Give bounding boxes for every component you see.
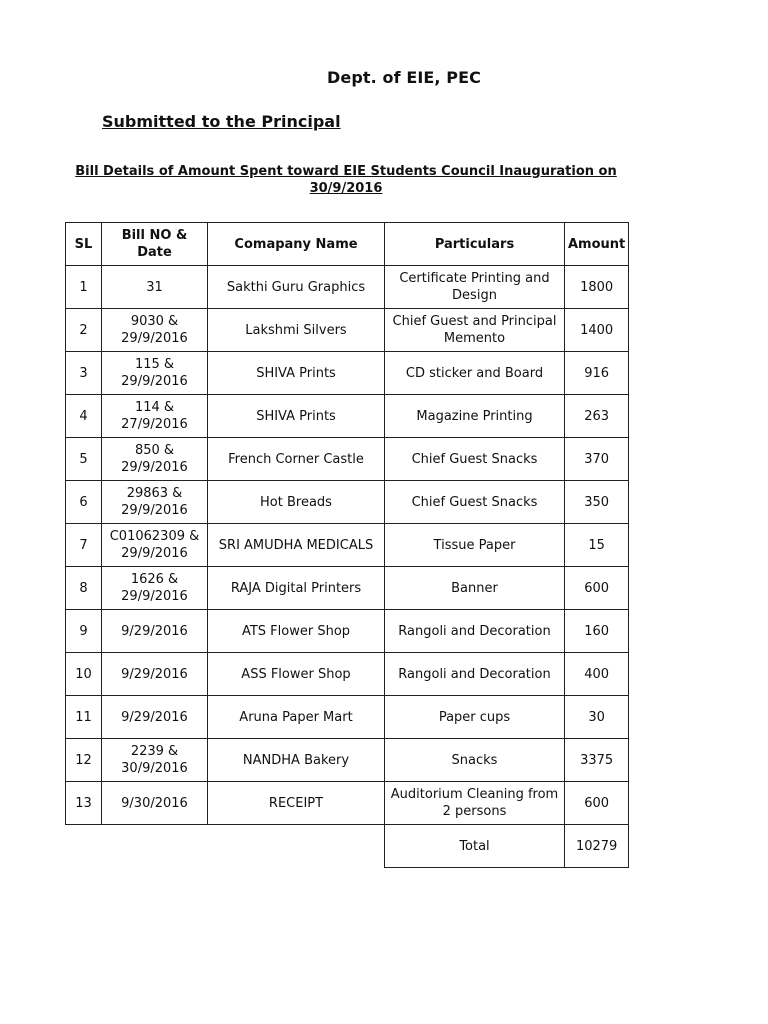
cell-bill-no-date: 1626 & 29/9/2016: [102, 567, 208, 610]
cell-bill-no-date: 850 & 29/9/2016: [102, 438, 208, 481]
table-header-row: [66, 223, 629, 266]
cell-sl: 11: [66, 696, 102, 739]
cell-bill-no-date: C01062309 & 29/9/2016: [102, 524, 208, 567]
cell-bill-no-date: 9/30/2016: [102, 782, 208, 825]
cell-particulars: Chief Guest Snacks: [385, 438, 565, 481]
submitted-to-heading: Submitted to the Principal: [102, 112, 341, 131]
cell-sl: 12: [66, 739, 102, 782]
cell-amount: 263: [565, 395, 629, 438]
cell-sl: 6: [66, 481, 102, 524]
cell-company-name: Hot Breads: [208, 481, 385, 524]
cell-amount: 30: [565, 696, 629, 739]
cell-particulars: Magazine Printing: [385, 395, 565, 438]
cell-sl: 8: [66, 567, 102, 610]
cell-amount: 15: [565, 524, 629, 567]
cell-sl: 4: [66, 395, 102, 438]
cell-sl: 9: [66, 610, 102, 653]
cell-particulars: Auditorium Cleaning from 2 persons: [385, 782, 565, 825]
total-row: [66, 825, 629, 868]
cell-amount: 1800: [565, 266, 629, 309]
cell-bill-no-date: 9030 & 29/9/2016: [102, 309, 208, 352]
cell-particulars: Chief Guest and Principal Memento: [385, 309, 565, 352]
table-row: [66, 567, 629, 610]
cell-particulars: Rangoli and Decoration: [385, 653, 565, 696]
table-row: [66, 739, 629, 782]
cell-bill-no-date: 29863 & 29/9/2016: [102, 481, 208, 524]
cell-sl: 5: [66, 438, 102, 481]
cell-amount: 1400: [565, 309, 629, 352]
total-row-spacer: [66, 825, 385, 868]
table-row: [66, 266, 629, 309]
cell-company-name: French Corner Castle: [208, 438, 385, 481]
bill-details-table: [65, 222, 629, 868]
cell-amount: 916: [565, 352, 629, 395]
table-row: [66, 395, 629, 438]
cell-sl: 2: [66, 309, 102, 352]
cell-particulars: Snacks: [385, 739, 565, 782]
cell-sl: 1: [66, 266, 102, 309]
cell-amount: 160: [565, 610, 629, 653]
cell-amount: 370: [565, 438, 629, 481]
cell-company-name: Sakthi Guru Graphics: [208, 266, 385, 309]
cell-sl: 3: [66, 352, 102, 395]
cell-particulars: Chief Guest Snacks: [385, 481, 565, 524]
cell-particulars: Paper cups: [385, 696, 565, 739]
cell-bill-no-date: 9/29/2016: [102, 610, 208, 653]
total-value: 10279: [565, 825, 629, 868]
cell-company-name: Lakshmi Silvers: [208, 309, 385, 352]
column-header-particulars: Particulars: [385, 223, 565, 266]
cell-amount: 3375: [565, 739, 629, 782]
cell-bill-no-date: 115 & 29/9/2016: [102, 352, 208, 395]
cell-company-name: SHIVA Prints: [208, 352, 385, 395]
table-row: [66, 481, 629, 524]
table-row: [66, 309, 629, 352]
cell-amount: 350: [565, 481, 629, 524]
table-row: [66, 352, 629, 395]
cell-bill-no-date: 2239 & 30/9/2016: [102, 739, 208, 782]
cell-sl: 10: [66, 653, 102, 696]
cell-amount: 400: [565, 653, 629, 696]
cell-sl: 13: [66, 782, 102, 825]
cell-sl: 7: [66, 524, 102, 567]
table-row: [66, 524, 629, 567]
cell-bill-no-date: 31: [102, 266, 208, 309]
cell-company-name: Aruna Paper Mart: [208, 696, 385, 739]
cell-bill-no-date: 9/29/2016: [102, 696, 208, 739]
cell-particulars: Tissue Paper: [385, 524, 565, 567]
department-title: Dept. of EIE, PEC: [327, 68, 481, 87]
column-header-bill-no-date: Bill NO & Date: [102, 223, 208, 266]
cell-company-name: SHIVA Prints: [208, 395, 385, 438]
cell-particulars: Banner: [385, 567, 565, 610]
cell-company-name: NANDHA Bakery: [208, 739, 385, 782]
cell-bill-no-date: 9/29/2016: [102, 653, 208, 696]
cell-amount: 600: [565, 782, 629, 825]
column-header-sl: SL: [66, 223, 102, 266]
table-row: [66, 653, 629, 696]
column-header-amount: Amount: [565, 223, 629, 266]
total-label: Total: [385, 825, 565, 868]
table-row: [66, 438, 629, 481]
bill-details-title: Bill Details of Amount Spent toward EIE Students Council Inauguration on 30/9/2016: [75, 164, 617, 196]
cell-company-name: RAJA Digital Printers: [208, 567, 385, 610]
column-header-company-name: Comapany Name: [208, 223, 385, 266]
cell-company-name: SRI AMUDHA MEDICALS: [208, 524, 385, 567]
table-row: [66, 696, 629, 739]
cell-amount: 600: [565, 567, 629, 610]
cell-particulars: Certificate Printing and Design: [385, 266, 565, 309]
cell-company-name: RECEIPT: [208, 782, 385, 825]
cell-particulars: Rangoli and Decoration: [385, 610, 565, 653]
cell-bill-no-date: 114 & 27/9/2016: [102, 395, 208, 438]
table-row: [66, 610, 629, 653]
table-row: [66, 782, 629, 825]
cell-company-name: ATS Flower Shop: [208, 610, 385, 653]
cell-particulars: CD sticker and Board: [385, 352, 565, 395]
cell-company-name: ASS Flower Shop: [208, 653, 385, 696]
